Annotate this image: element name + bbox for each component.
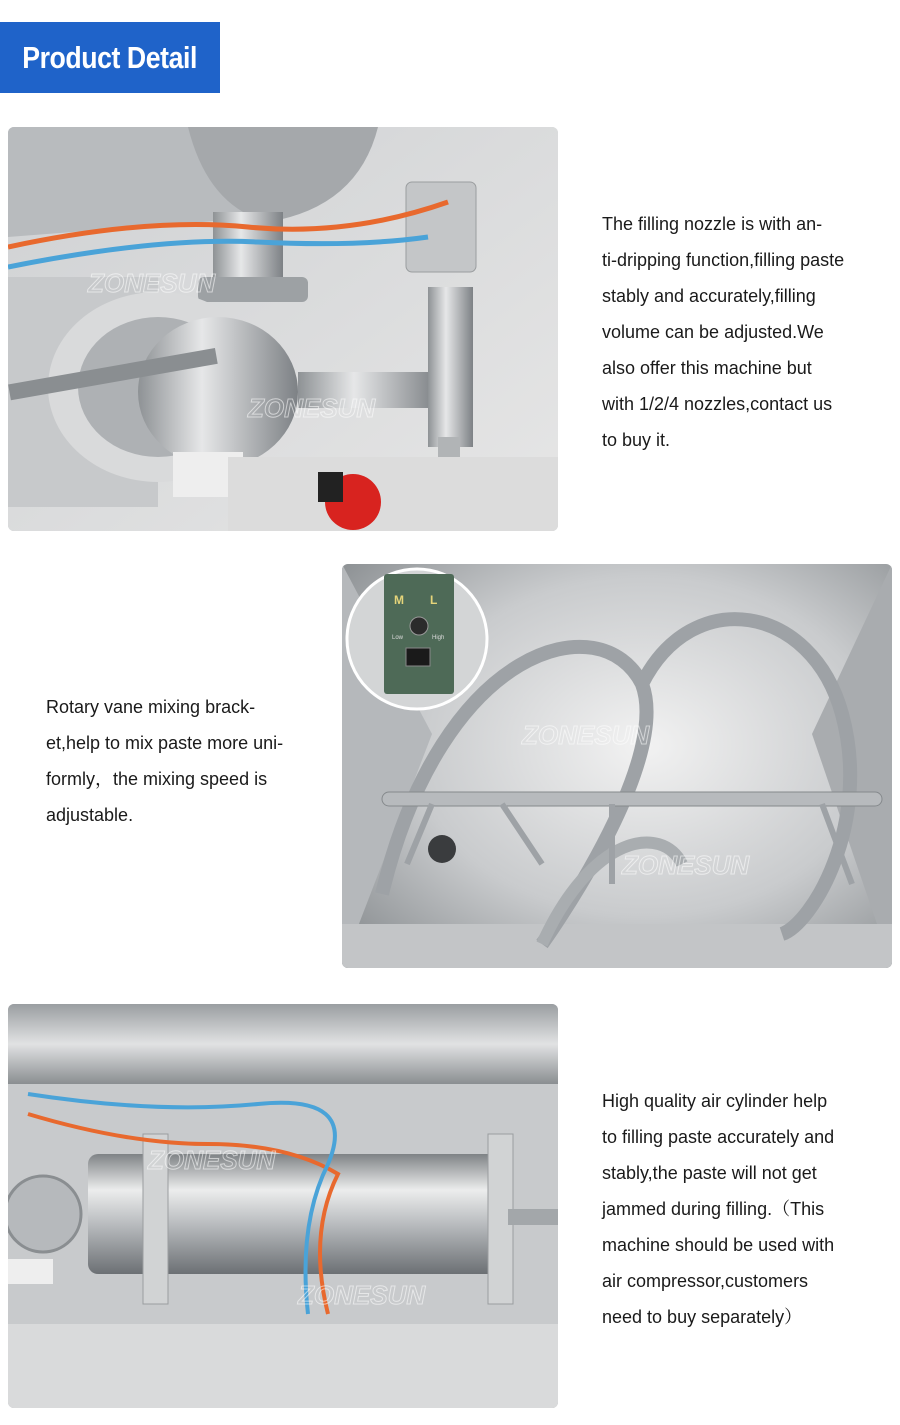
filling-nozzle-photo (8, 127, 558, 531)
section-title: Product Detail (22, 39, 198, 75)
mixing-description: Rotary vane mixing brack- et,help to mix paste more uni- formly，the mixing speed is adjustable. (46, 697, 284, 825)
air-cylinder-photo (8, 1004, 558, 1408)
watermark-text: ZONESUN (148, 1145, 276, 1175)
watermark-text: ZONESUN (298, 1280, 426, 1310)
speed-controller-label-m: M (394, 593, 404, 607)
watermark-text: ZONESUN (622, 850, 750, 880)
speed-low-label: Low (392, 635, 404, 641)
cylinder-description: High quality air cylinder help to filling paste accurately and stably,the paste will not get jammed during filling.（This machine should be used with air compressor,customers need to buy separately） (602, 1091, 835, 1327)
watermark-text: ZONESUN (88, 268, 216, 298)
speed-controller-label-l: L (430, 593, 438, 607)
speed-high-label: High (432, 635, 445, 641)
section-header-badge (0, 22, 220, 93)
watermark-text: ZONESUN (248, 393, 376, 423)
watermark-text: ZONESUN (522, 720, 650, 750)
nozzle-description: The filling nozzle is with an- ti-dripping function,filling paste stably and accurately,filling volume can be adjusted.We also offer this machine but with 1/2/4 nozzles,contact us to buy it. (602, 214, 845, 450)
mixing-vane-photo (342, 564, 892, 968)
